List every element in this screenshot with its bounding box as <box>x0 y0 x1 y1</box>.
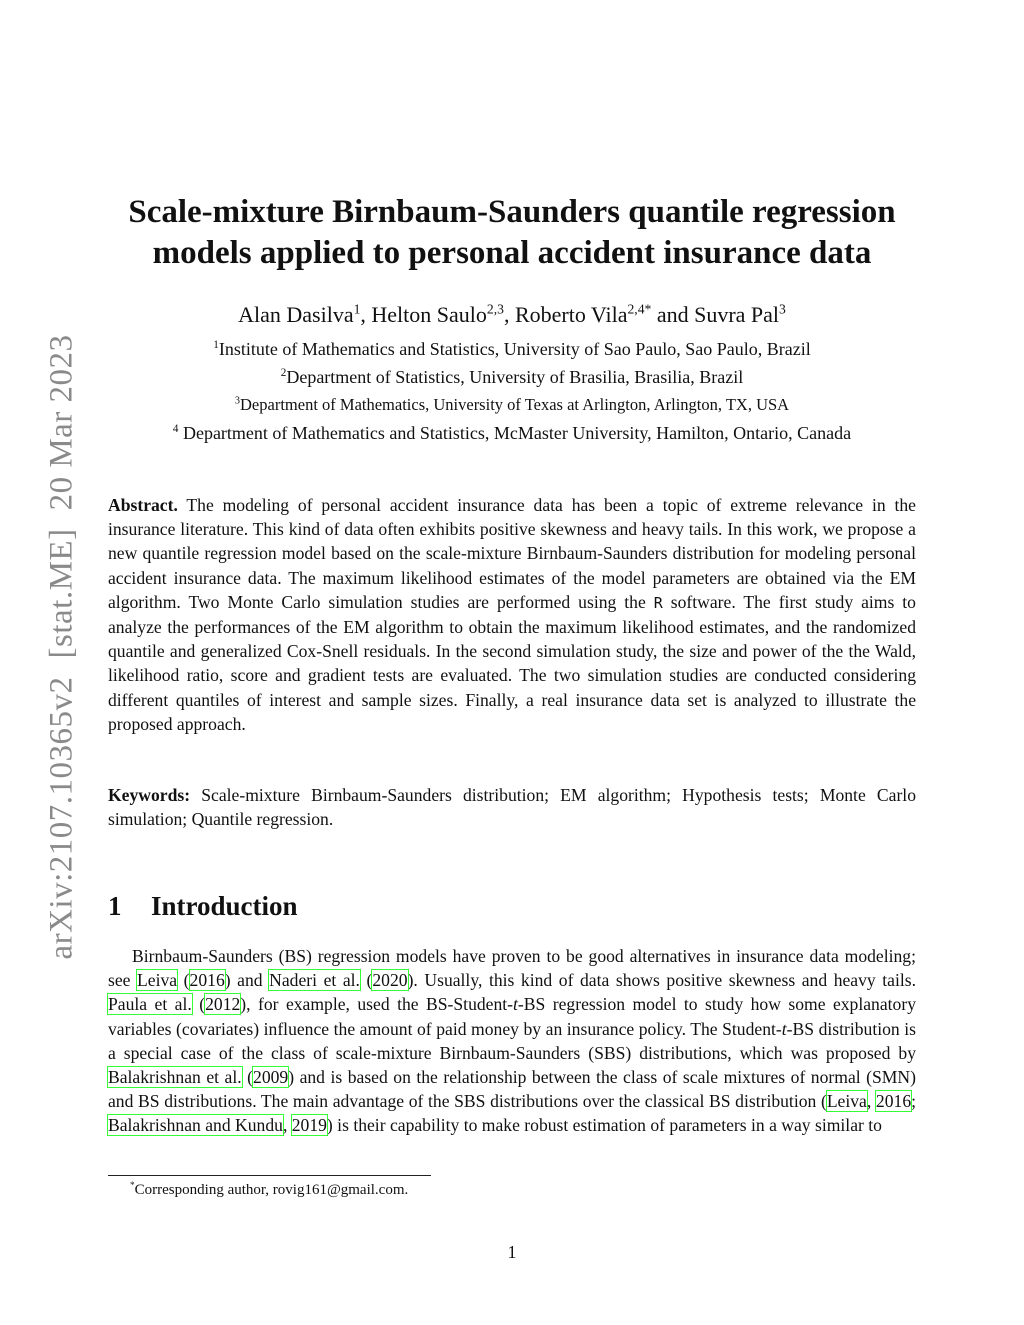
citation-year-link[interactable]: 2012 <box>205 994 241 1015</box>
author-list <box>100 300 924 330</box>
author-name: Suvra Pal <box>694 302 780 327</box>
arxiv-identifier-stamp <box>44 334 81 959</box>
intro-text: -BS regression model to study how some explanatory variables (covariates) influence the amount of paid money by an insurance policy. The Student- <box>108 994 917 1039</box>
affiliation-4 <box>100 421 924 445</box>
intro-text: ( <box>191 994 206 1015</box>
citation-link[interactable]: Leiva <box>826 1091 867 1112</box>
author-affiliation-marker <box>627 302 651 317</box>
intro-math-t: t <box>513 994 518 1015</box>
corresponding-author-mark: * <box>644 301 652 317</box>
title-line-1: Scale-mixture Birnbaum-Saunders quantile regression <box>128 194 896 230</box>
affiliation-number: 4 <box>172 423 179 436</box>
author-separator: and <box>651 302 695 327</box>
citation-year-link[interactable]: 2019 <box>291 1115 327 1136</box>
author-name: Helton Saulo <box>371 302 487 327</box>
title-line-2: models applied to personal accident insurance data <box>152 235 872 271</box>
affiliation-1 <box>100 337 924 361</box>
citation-year-link[interactable]: 2009 <box>253 1067 289 1088</box>
intro-text: ), for example, used the BS-Student- <box>240 994 514 1015</box>
author-name: Alan Dasilva <box>238 302 354 327</box>
intro-text: ) and <box>224 970 270 991</box>
citation-link[interactable]: Balakrishnan and Kundu <box>108 1115 283 1136</box>
keywords-text: Scale-mixture Birnbaum-Saunders distribution; EM algorithm; Hypothesis tests; Monte Carlo simulation; Quantile regression. <box>108 785 916 830</box>
abstract-label: Abstract. <box>108 495 178 515</box>
intro-text: , <box>866 1091 876 1112</box>
author-affiliation-marker: 3 <box>779 301 786 317</box>
author-affiliation-numbers: 2,4 <box>627 301 645 317</box>
affiliation-number: 2 <box>280 367 287 380</box>
citation-link[interactable]: Naderi et al. <box>269 970 360 991</box>
citation-year-link[interactable]: 2020 <box>372 970 408 991</box>
paper-title <box>100 192 924 274</box>
arxiv-category: [stat.ME] <box>43 528 80 659</box>
author-affiliation-marker: 2,3 <box>486 301 504 317</box>
intro-text: ; <box>911 1091 916 1112</box>
affiliation-text: Department of Mathematics, University of Texas at Arlington, Arlington, TX, USA <box>240 395 790 414</box>
r-software-name: R <box>653 593 663 612</box>
section-title: Introduction <box>151 891 298 921</box>
affiliation-text: Department of Mathematics and Statistics, McMaster University, Hamilton, Ontario, Canada <box>178 423 852 443</box>
affiliation-3 <box>100 393 924 417</box>
affiliation-text: Institute of Mathematics and Statistics, University of Sao Paulo, Sao Paulo, Brazil <box>218 339 811 359</box>
footnote-divider <box>108 1175 431 1176</box>
section-heading <box>108 891 298 922</box>
intro-text: ( <box>241 1067 254 1088</box>
intro-text: ( <box>177 970 190 991</box>
footnote-mark: * <box>130 1181 135 1192</box>
intro-text: ( <box>359 970 373 991</box>
arxiv-id: arXiv:2107.10365v2 <box>43 676 80 960</box>
citation-link[interactable]: Leiva <box>137 970 178 991</box>
affiliation-number: 1 <box>213 339 219 352</box>
section-number: 1 <box>108 891 122 921</box>
abstract-text: The modeling of personal accident insurance data has been a topic of extreme relevance in the insurance literature. This kind of data often exhibits positive skewness and heavy tails. In this work, we propose a new quantile regression model based on the scale-mixture Birnbaum-Saunders distribution for modeling personal accident insurance data. The maximum likelihood estimates of the model parameters are obtained via the EM algorithm. Two Monte Carlo simulation studies are performed using the <box>108 495 916 612</box>
intro-text: ) is their capability to make robust estimation of parameters in a way similar to <box>326 1115 882 1136</box>
intro-text: -BS distribution is a special case of the class of scale-mixture Birnbaum-Saunders (SBS) distributions, which was proposed by <box>108 1018 916 1063</box>
author-name: Roberto Vila <box>514 302 628 327</box>
intro-math-t: t <box>781 1018 787 1039</box>
author-affiliation-marker: 1 <box>353 301 361 317</box>
keywords-label: Keywords: <box>108 785 191 805</box>
arxiv-date: 20 Mar 2023 <box>43 334 80 511</box>
author-separator: , <box>360 302 372 327</box>
page-number: 1 <box>507 1242 517 1262</box>
affiliation-2 <box>100 365 924 389</box>
intro-text: ) and is based on the relationship between the class of scale mixtures of normal (SMN) and BS distributions. The main advantage of the SBS distributions over the classical BS distribution ( <box>108 1067 916 1112</box>
keywords <box>108 783 916 831</box>
introduction-paragraph <box>108 944 916 1138</box>
intro-text: Birnbaum-Saunders (BS) regression models have proven to be good alternatives in insurance data modeling; see <box>108 946 916 991</box>
abstract-text-continued: software. The first study aims to analyze the performances of the EM algorithm to obtain the maximum likelihood estimates, and the randomized quantile and generalized Cox-Snell residuals. In the second simulation study, the size and power of the the Wald, likelihood ratio, score and gradient tests are evaluated. The two simulation studies are conducted considering different quantiles of interest and sample sizes. Finally, a real insurance data set is analyzed to illustrate the proposed approach. <box>108 591 916 734</box>
footnote-text: Corresponding author, rovig161@gmail.com. <box>134 1182 409 1198</box>
affiliation-number: 3 <box>234 395 241 407</box>
abstract <box>108 493 916 736</box>
citation-link[interactable]: Paula et al. <box>108 994 192 1015</box>
citation-year-link[interactable]: 2016 <box>189 970 225 991</box>
author-separator: , <box>503 302 515 327</box>
intro-text: , <box>282 1115 292 1136</box>
citation-year-link[interactable]: 2016 <box>875 1091 912 1112</box>
intro-text: ). Usually, this kind of data shows positive skewness and heavy tails. <box>407 970 916 991</box>
citation-link[interactable]: Balakrishnan et al. <box>108 1067 242 1088</box>
footnote <box>130 1180 408 1200</box>
affiliation-text: Department of Statistics, University of Brasilia, Brasilia, Brazil <box>286 367 744 387</box>
